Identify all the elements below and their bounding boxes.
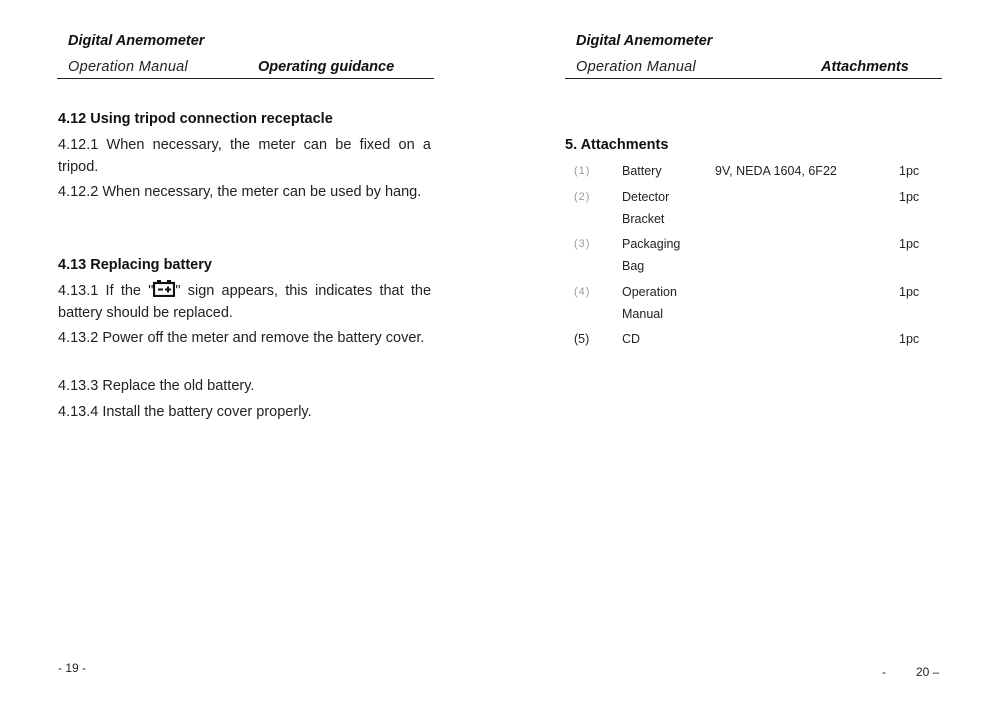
- attachment-qty: 1pc: [899, 164, 920, 178]
- header-rule: [565, 78, 942, 79]
- attachment-qty: 1pc: [899, 190, 920, 204]
- attachment-item: [574, 281, 934, 325]
- paragraph-4-13-1-before: 4.13.1 If the ": [58, 283, 154, 299]
- paragraph-4-12-1: 4.12.1 When necessary, the meter can be fixed on a tripod.: [58, 137, 431, 175]
- header-section: Operating guidance: [258, 59, 395, 75]
- header-subtitle: Operation Manual: [68, 59, 189, 75]
- paragraph-4-13-4: 4.13.4 Install the battery cover properly.: [58, 404, 312, 420]
- attachment-item: [574, 328, 934, 350]
- paragraph-4-13-1-after: " sign appears, this indicates that the battery should be replaced.: [58, 283, 432, 321]
- attachment-number: (2): [574, 191, 591, 203]
- attachment-item: [574, 160, 934, 182]
- battery-low-icon: [153, 280, 175, 297]
- section-heading-4-12: 4.12 Using tripod connection receptacle: [58, 111, 333, 127]
- paragraph-4-13-1: [58, 280, 431, 324]
- attachment-item: [574, 233, 934, 277]
- attachment-name: Detector Bracket: [622, 190, 670, 226]
- attachment-number: (4): [574, 286, 591, 298]
- header-title: Digital Anemometer: [68, 33, 205, 49]
- attachment-qty: 1pc: [899, 285, 920, 299]
- attachment-name: Battery: [622, 164, 662, 178]
- page-number: 20 –: [916, 665, 940, 679]
- attachment-item: [574, 186, 934, 230]
- attachment-name: CD: [622, 332, 641, 346]
- attachment-name: Packaging Bag: [622, 237, 681, 273]
- header-title: Digital Anemometer: [576, 33, 713, 49]
- section-heading-4-13: 4.13 Replacing battery: [58, 257, 212, 273]
- right-page: [502, 0, 1004, 711]
- paragraph-4-13-2: 4.13.2 Power off the meter and remove the battery cover.: [58, 330, 425, 346]
- header-section: Attachments: [821, 59, 909, 75]
- attachments-heading: 5. Attachments: [565, 137, 669, 153]
- attachment-qty: 1pc: [899, 332, 920, 346]
- attachment-qty: 1pc: [899, 237, 920, 251]
- header-subtitle: Operation Manual: [576, 59, 697, 75]
- page-number-prefix: -: [882, 665, 886, 679]
- page-number: - 19 -: [58, 661, 87, 675]
- paragraph-4-13-3: 4.13.3 Replace the old battery.: [58, 378, 255, 394]
- attachment-number: (3): [574, 238, 591, 250]
- attachment-number: (1): [574, 165, 591, 177]
- paragraph-4-12-2: 4.12.2 When necessary, the meter can be used by hang.: [58, 184, 422, 200]
- header-rule: [57, 78, 434, 79]
- attachment-spec: 9V, NEDA 1604, 6F22: [715, 164, 837, 178]
- attachment-name: Operation Manual: [622, 285, 677, 321]
- attachment-number: (5): [574, 332, 590, 346]
